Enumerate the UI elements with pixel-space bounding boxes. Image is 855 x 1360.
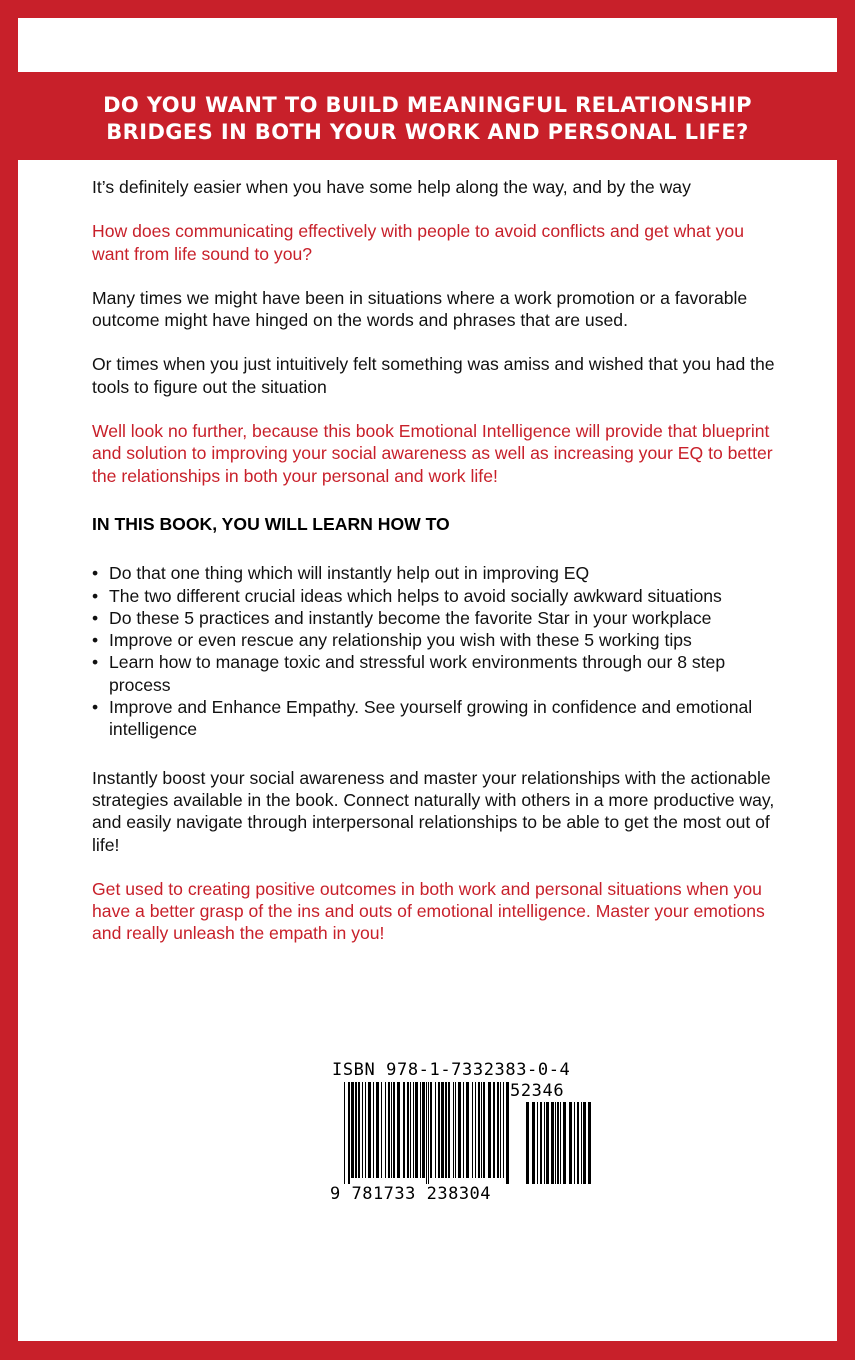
barcode-bar	[544, 1102, 545, 1184]
barcode-bar	[445, 1082, 447, 1178]
barcode-bar	[455, 1082, 456, 1178]
barcode-bar	[422, 1082, 425, 1178]
barcode-bar	[581, 1102, 582, 1184]
barcode-bar	[588, 1102, 591, 1184]
barcode-bar	[376, 1082, 379, 1178]
barcode-bar	[481, 1082, 482, 1178]
barcode-bar	[355, 1082, 357, 1178]
top-label-area	[18, 18, 837, 72]
barcode-bar	[415, 1082, 418, 1178]
barcode-bar	[368, 1082, 371, 1178]
learn-list	[92, 562, 782, 740]
promise-paragraph: Well look no further, because this book Emotional Intelligence will provide that blueprint and solution to improving your social awareness as well as increasing your EQ to better the relationships in both your personal and work life!	[92, 421, 773, 486]
barcode-bar	[407, 1082, 409, 1178]
boost-paragraph: Instantly boost your social awareness and master your relationships with the actionable strategies available in the book. Connect naturally with others in a more productive way, and easily navigate through interpersonal relationships to be able to get the most out of life!	[92, 767, 775, 855]
barcode-bar	[397, 1082, 400, 1178]
outcomes-paragraph: Get used to creating positive outcomes in both work and personal situations when you have a better grasp of the ins and outs of emotional intelligence. Master your emotions and really unleash the empath in you!	[92, 878, 765, 944]
barcode-bar	[448, 1082, 450, 1178]
barcode-bar	[391, 1082, 392, 1178]
barcode-bar	[403, 1082, 405, 1178]
barcode-bar	[503, 1082, 504, 1178]
barcode-bar	[466, 1082, 469, 1178]
barcode-bar	[388, 1082, 390, 1178]
list-item: • Learn how to manage toxic and stressful work environments through our 8 step process	[92, 651, 782, 696]
barcode-bars	[330, 1060, 592, 1190]
barcode-bar	[526, 1102, 529, 1184]
barcode-bar	[365, 1082, 366, 1178]
barcode-bar	[420, 1082, 421, 1178]
barcode-bar	[358, 1082, 360, 1178]
barcode-bar	[458, 1082, 461, 1178]
barcode-bar	[362, 1082, 363, 1178]
barcode-bar	[532, 1102, 535, 1184]
barcode-bar	[438, 1082, 440, 1178]
barcode-bar	[488, 1082, 491, 1178]
barcode-bar	[560, 1102, 561, 1184]
barcode-bar	[537, 1102, 538, 1184]
barcode-bar	[453, 1082, 454, 1178]
list-item: • The two different crucial ideas which helps to avoid socially awkward situations	[92, 585, 782, 607]
barcode-bar	[351, 1082, 354, 1178]
back-cover-content	[18, 160, 837, 1341]
barcode-digits: 9 781733 238304	[330, 1184, 492, 1204]
barcode-bar	[348, 1082, 350, 1184]
barcode-bar	[428, 1082, 429, 1184]
barcode-bar	[373, 1082, 374, 1178]
barcode-bar	[497, 1082, 499, 1178]
barcode-bar	[441, 1082, 444, 1178]
barcode-bar	[574, 1102, 575, 1184]
isbn-label: ISBN 978-1-7332383-0-4	[332, 1060, 571, 1080]
barcode-bar	[393, 1082, 395, 1178]
situations-paragraph: Many times we might have been in situations where a work promotion or a favorable outcome might have hinged on the words and phrases that are used.	[92, 287, 748, 331]
barcode-bar	[426, 1082, 427, 1184]
barcode-bar	[555, 1102, 556, 1184]
barcode-bar	[430, 1082, 432, 1178]
price-code: 52346	[510, 1081, 565, 1101]
barcode-bar	[381, 1082, 382, 1178]
barcode-bar	[583, 1102, 586, 1184]
cover-headline: DO YOU WANT TO BUILD MEANINGFUL RELATIONSHIP BRIDGES IN BOTH YOUR WORK AND PERSONAL LIFE?	[103, 93, 752, 144]
barcode-bar	[472, 1082, 473, 1178]
isbn-barcode	[330, 1060, 592, 1210]
list-item: • Do these 5 practices and instantly become the favorite Star in your workplace	[92, 607, 782, 629]
barcode-bar	[563, 1102, 566, 1184]
barcode-bar	[500, 1082, 501, 1178]
barcode-bar	[475, 1082, 476, 1178]
barcode-bar	[493, 1082, 495, 1178]
barcode-bar	[478, 1082, 480, 1178]
barcode-bar	[483, 1082, 485, 1178]
barcode-bar	[569, 1102, 572, 1184]
barcode-bar	[506, 1082, 509, 1184]
barcode-bar	[435, 1082, 436, 1178]
barcode-bar	[540, 1102, 542, 1184]
learn-subheading: IN THIS BOOK, YOU WILL LEARN HOW TO	[92, 513, 450, 534]
barcode-bar	[551, 1102, 554, 1184]
list-item: • Improve or even rescue any relationship you wish with these 5 working tips	[92, 629, 782, 651]
barcode-bar	[344, 1082, 345, 1184]
barcode-bar	[463, 1082, 464, 1178]
barcode-bar	[577, 1102, 579, 1184]
barcode-bar	[546, 1102, 549, 1184]
barcode-bar	[557, 1102, 559, 1184]
barcode-bar	[413, 1082, 414, 1178]
list-item: • Do that one thing which will instantly help out in improving EQ	[92, 562, 782, 584]
list-item: • Improve and Enhance Empathy. See yourself growing in confidence and emotional intelligence	[92, 696, 782, 741]
intro-paragraph: It’s definitely easier when you have some help along the way, and by the way	[92, 177, 691, 197]
barcode-bar	[410, 1082, 411, 1178]
blurb-text	[92, 176, 782, 945]
barcode-bar	[385, 1082, 386, 1178]
intuition-paragraph: Or times when you just intuitively felt something was amiss and wished that you had the tools to figure out the situation	[92, 354, 775, 397]
question-paragraph: How does communicating effectively with people to avoid conflicts and get what you want from life sound to you?	[92, 221, 744, 264]
